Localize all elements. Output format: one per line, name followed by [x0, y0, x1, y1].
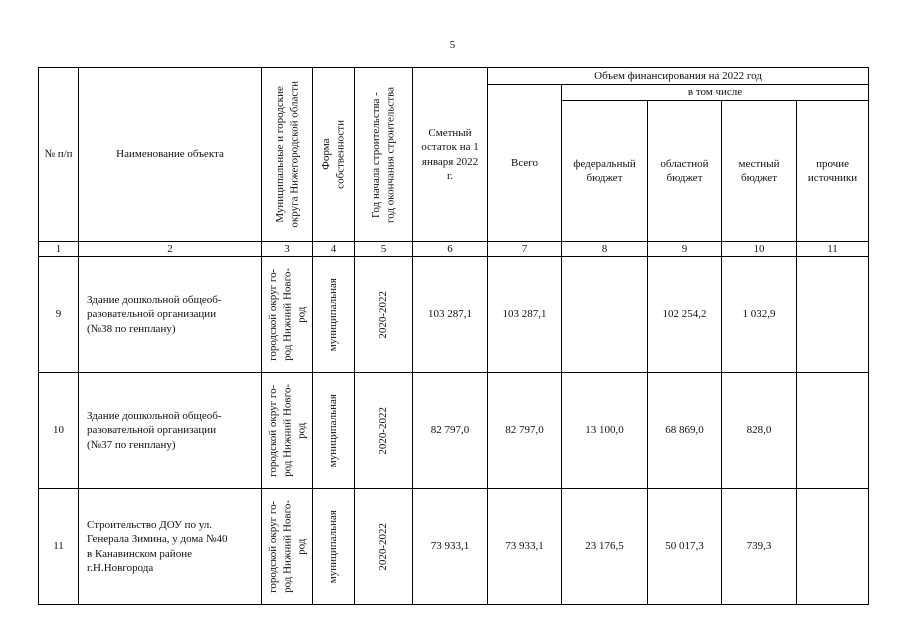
column-number-row [39, 242, 869, 257]
header-ownership: Форма собственности [313, 68, 355, 242]
column-number: 7 [488, 242, 562, 257]
header-financing-group: Объем финансирования на 2022 год [488, 68, 869, 85]
header-municipality: Муниципальные и городские округа Нижегородской области [262, 68, 313, 242]
other-value [797, 257, 869, 373]
total-value: 103 287,1 [488, 257, 562, 373]
table-row [39, 489, 869, 605]
column-number: 2 [79, 242, 262, 257]
object-name: Здание дошкольной общеоб- разовательной организации (№38 по генплану) [79, 257, 262, 373]
column-number: 1 [39, 242, 79, 257]
years: 2020-2022 [355, 257, 413, 373]
table-row [39, 373, 869, 489]
total-value: 82 797,0 [488, 373, 562, 489]
financing-table [38, 67, 869, 605]
column-number: 5 [355, 242, 413, 257]
object-name: Здание дошкольной общеоб- разовательной организации (№37 по генплану) [79, 373, 262, 489]
years: 2020-2022 [355, 373, 413, 489]
header-local: местный бюджет [722, 101, 797, 242]
municipality: городской округ го- род Нижний Новго- род [262, 489, 313, 605]
header-years: Год начала строительства - год окончания строительства [355, 68, 413, 242]
header-total: Всего [488, 85, 562, 242]
column-number: 10 [722, 242, 797, 257]
page-number: 5 [449, 39, 456, 51]
other-value [797, 489, 869, 605]
municipality: городской округ го- род Нижний Новго- род [262, 373, 313, 489]
local-value: 739,3 [722, 489, 797, 605]
regional-value: 50 017,3 [648, 489, 722, 605]
header-estimate: Сметный остаток на 1 января 2022 г. [413, 68, 488, 242]
table-row [39, 257, 869, 373]
ownership: муниципальная [313, 373, 355, 489]
federal-value [562, 257, 648, 373]
local-value: 1 032,9 [722, 257, 797, 373]
ownership: муниципальная [313, 257, 355, 373]
header-federal: федеральный бюджет [562, 101, 648, 242]
header-name: Наименование объекта [79, 68, 262, 242]
local-value: 828,0 [722, 373, 797, 489]
estimate-value: 73 933,1 [413, 489, 488, 605]
header-incl-group: в том числе [562, 85, 869, 101]
federal-value: 13 100,0 [562, 373, 648, 489]
row-num: 10 [39, 373, 79, 489]
total-value: 73 933,1 [488, 489, 562, 605]
column-number: 3 [262, 242, 313, 257]
estimate-value: 82 797,0 [413, 373, 488, 489]
header-other: прочие источники [797, 101, 869, 242]
column-number: 11 [797, 242, 869, 257]
object-name: Строительство ДОУ по ул. Генерала Зимина, у дома №40 в Канавинском районе г.Н.Новгорода [79, 489, 262, 605]
column-number: 6 [413, 242, 488, 257]
header-num: № п/п [39, 68, 79, 242]
regional-value: 102 254,2 [648, 257, 722, 373]
row-num: 11 [39, 489, 79, 605]
header-regional: областной бюджет [648, 101, 722, 242]
column-number: 8 [562, 242, 648, 257]
row-num: 9 [39, 257, 79, 373]
federal-value: 23 176,5 [562, 489, 648, 605]
ownership: муниципальная [313, 489, 355, 605]
estimate-value: 103 287,1 [413, 257, 488, 373]
municipality: городской округ го- род Нижний Новго- род [262, 257, 313, 373]
other-value [797, 373, 869, 489]
column-number: 4 [313, 242, 355, 257]
years: 2020-2022 [355, 489, 413, 605]
regional-value: 68 869,0 [648, 373, 722, 489]
column-number: 9 [648, 242, 722, 257]
